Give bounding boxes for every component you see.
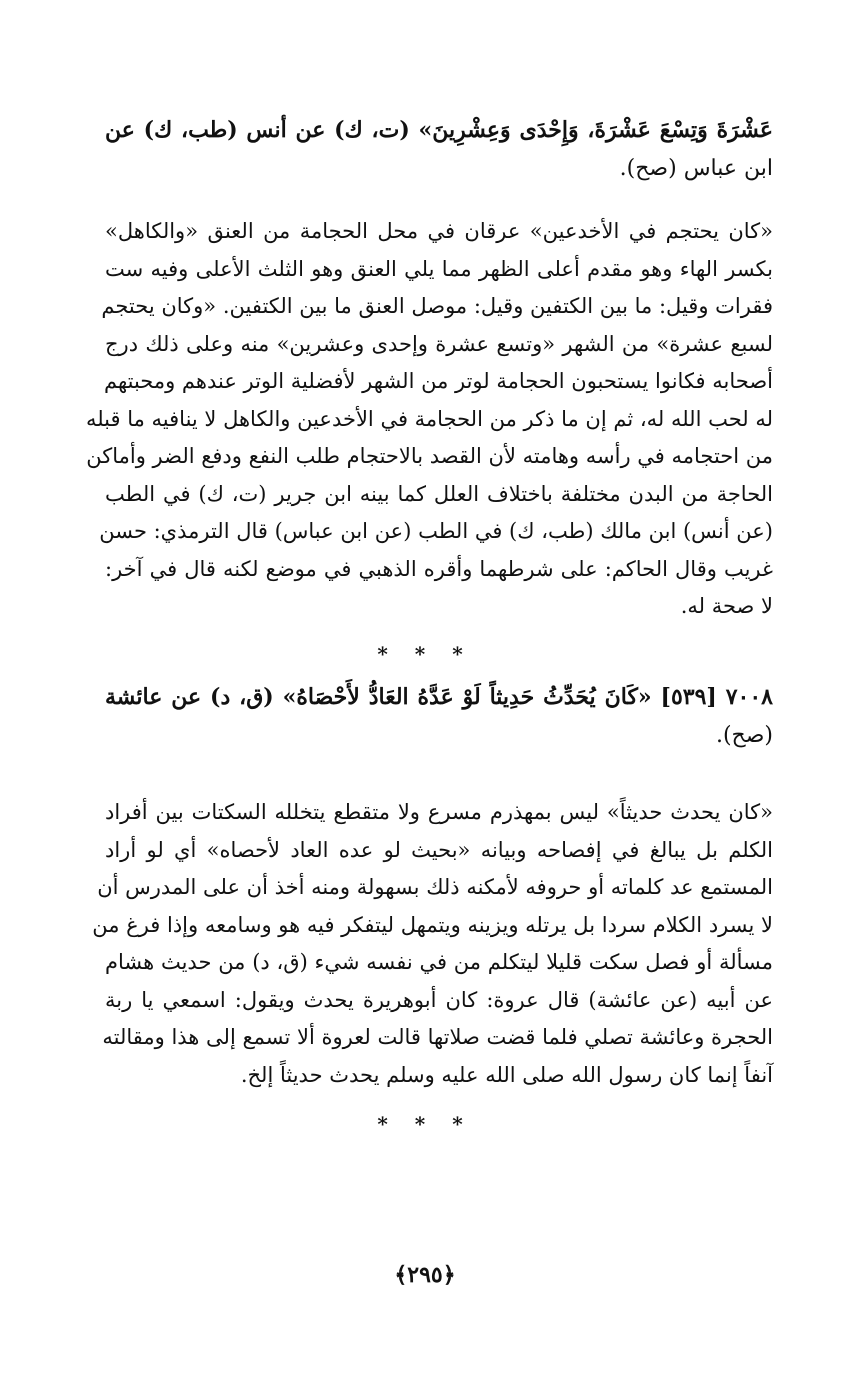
commentary-line: (عن أنس) ابن مالك (طب، ك) في الطب (عن ابن عباس) قال الترمذي: حسن: [99, 519, 773, 543]
commentary-line: له لحب الله له، ثم إن ما ذكر من الحجامة في الأخدعين والكاهل لا ينافيه ما قبله: [85, 406, 773, 431]
section-separator: * * *: [377, 642, 473, 666]
commentary-line: آنفاً إنما كان رسول الله صلى الله عليه وسلم يحدث حديثاً إلخ.: [240, 1062, 773, 1087]
commentary-line: الحجرة وعائشة تصلي فلما قضت صلاتها قالت لعروة ألا تسمع إلى هذا ومقالته: [102, 1025, 773, 1049]
section-separator: * * *: [377, 1112, 473, 1136]
commentary-line: من احتجامه في رأسه وهامته لأن القصد بالاحتجام طلب النفع ودفع الضر وأماكن: [86, 444, 773, 468]
commentary-line: بكسر الهاء وهو مقدم أعلى الظهر مما يلي العنق وهو الثلث الأعلى وفيه ست: [105, 256, 773, 281]
commentary-line: الكلم بل يبالغ في إفصاحه وبيانه «بحيث لو عده العاد لأحصاه» أي لو أراد: [105, 837, 773, 862]
commentary-line: أصحابه فكانوا يستحبون الحجامة لوتر من الشهر لأفضلية الوتر عندهم ومحبتهم: [103, 369, 773, 393]
commentary-line: «كان يحدث حديثاً» ليس بمهذرم مسرع ولا متقطع يتخلله السكتات بين أفراد: [105, 800, 773, 824]
top-hadith-end: [105, 112, 773, 187]
commentary-line: «كان يحتجم في الأخدعين» عرقان في محل الحجامة من العنق «والكاهل»: [105, 219, 773, 243]
commentary-line: الحاجة من البدن مختلفة باختلاف العلل كما بينه ابن جرير (ت، ك) في الطب: [105, 481, 773, 506]
hadith-text-line: (صح).: [715, 722, 773, 748]
commentary-line: مسألة أو فصل سكت قليلا ليتكلم من في نفسه شيء (ق، د) من حديث هشام: [105, 950, 773, 974]
commentary-paragraph-2: [92, 794, 773, 1094]
commentary-line: غريب وقال الحاكم: على شرطهما وأقره الذهبي في موضع لكنه قال في آخر:: [105, 556, 773, 581]
page-number: ﴿٢٩٥﴾: [394, 1262, 456, 1288]
hadith-7008: [105, 679, 773, 754]
commentary-line: عن أبيه (عن عائشة) قال عروة: كان أبوهريرة يحدث ويقول: اسمعي يا ربة: [105, 987, 773, 1012]
hadith-text-line: عَشْرَةَ وَتِسْعَ عَشْرَةَ، وَإِحْدَى وَعِشْرِينَ» (ت، ك) عن أنس (طب، ك) عن: [105, 117, 773, 143]
hadith-text-line: ابن عباس (صح).: [619, 155, 773, 181]
commentary-line: المستمع عد كلماته أو حروفه لأمكنه ذلك بسهولة ومنه أخذ أن على المدرس أن: [97, 875, 773, 899]
commentary-line: فقرات وقيل: ما بين الكتفين وقيل: موصل العنق ما بين الكتفين. «وكان يحتجم: [101, 294, 773, 318]
hadith-text-line: ٧٠٠٨ [٥٣٩] «كَانَ يُحَدِّثُ حَدِيثاً لَوْ عَدَّهُ العَادُّ لأَحْصَاهُ» (ق، د) عن عائشة: [105, 684, 773, 710]
commentary-line: لسبع عشرة» من الشهر «وتسع عشرة وإحدى وعشرين» منه وعلى ذلك درج: [105, 331, 773, 356]
commentary-line: لا صحة له.: [680, 594, 773, 618]
commentary-line: لا يسرد الكلام سردا بل يرتله ويزينه ويتمهل ليتفكر فيه هو وسامعه وإذا فرغ من: [92, 912, 773, 937]
commentary-paragraph-1: [85, 213, 773, 626]
